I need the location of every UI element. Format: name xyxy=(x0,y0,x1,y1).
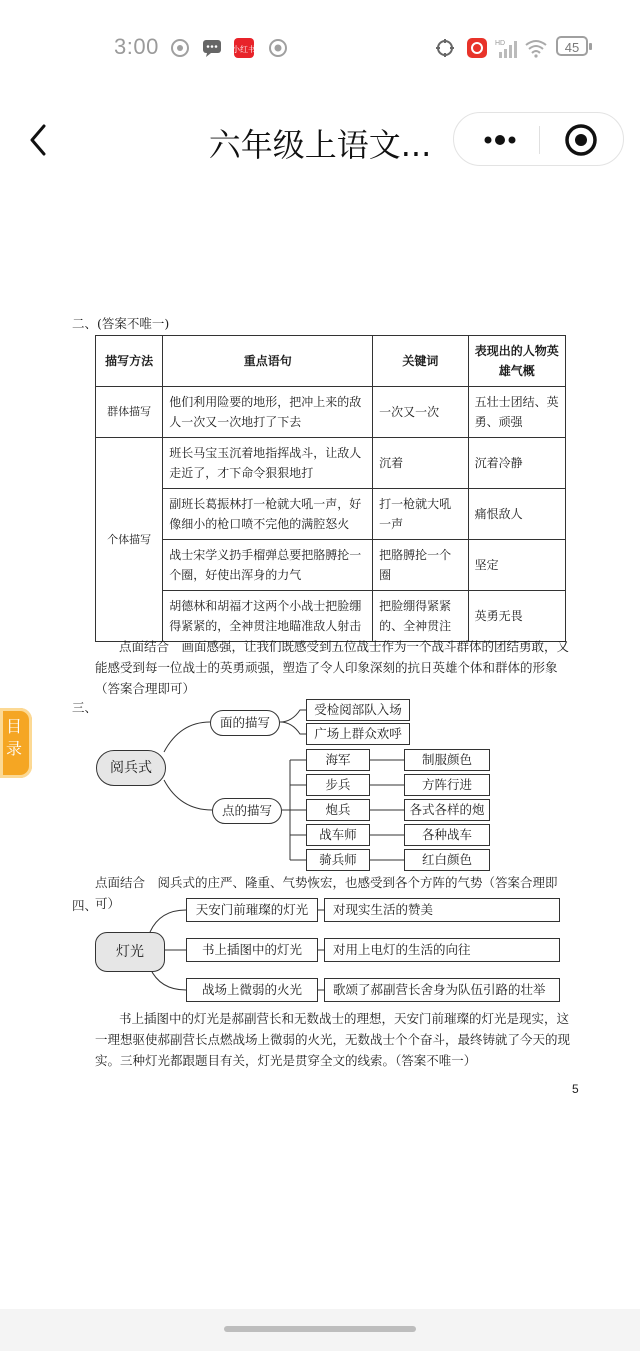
table-cell: 坚定 xyxy=(468,540,565,591)
mindmap-root: 阅兵式 xyxy=(96,750,166,786)
light-item: 天安门前璀璨的灯光 xyxy=(186,898,318,922)
face-item: 受检阅部队入场 xyxy=(306,699,410,721)
app-badge-icon xyxy=(234,38,254,58)
mindmap-branch-face: 面的描写 xyxy=(210,710,280,736)
point-unit: 炮兵 xyxy=(306,799,370,821)
target-icon xyxy=(268,38,288,58)
location-icon xyxy=(435,38,455,58)
face-item: 广场上群众欢呼 xyxy=(306,723,410,745)
table-cell: 一次又一次 xyxy=(373,387,468,438)
battery-indicator: 45 xyxy=(556,36,588,56)
point-desc: 红白颜色 xyxy=(404,849,490,871)
table-cell: 把脸绷得紧紧的、全神贯注 xyxy=(373,591,468,642)
point-unit: 海军 xyxy=(306,749,370,771)
close-target-icon[interactable] xyxy=(550,113,612,167)
navigation-bar xyxy=(0,100,640,182)
table-cell: 班长马宝玉沉着地指挥战斗，让敌人走近了，才下命令狠狠地打 xyxy=(163,438,373,489)
table-cell: 他们利用险要的地形，把冲上来的敌人一次又一次地打了下去 xyxy=(163,387,373,438)
point-desc: 各式各样的炮 xyxy=(404,799,490,821)
table-cell: 五壮士团结、英勇、顽强 xyxy=(468,387,565,438)
recording-icon xyxy=(467,38,487,58)
section-2-paragraph: 点面结合 画面感强，让我们既感受到五位战士作为一个战斗群体的团结勇敢，又能感受到每一位战士的英勇顽强，塑造了令人印象深刻的抗日英雄个体和群体的形象（答案合理即可） xyxy=(95,639,570,696)
status-bar xyxy=(0,0,640,90)
section-4-heading: 四、 xyxy=(72,898,98,913)
table-header: 表现出的人物英雄气概 xyxy=(468,336,565,387)
section-2-heading: 二、(答案不唯一) xyxy=(72,316,170,331)
light-meaning: 歌颂了郝副营长舍身为队伍引路的壮举 xyxy=(324,978,560,1002)
point-unit: 骑兵师 xyxy=(306,849,370,871)
svg-text:小红书: 小红书 xyxy=(232,45,256,54)
more-icon[interactable] xyxy=(468,113,532,167)
light-item: 书上插图中的灯光 xyxy=(186,938,318,962)
catalog-label: 目录 xyxy=(6,717,23,758)
table-cell: 沉着冷静 xyxy=(468,438,565,489)
point-unit: 步兵 xyxy=(306,774,370,796)
wifi-icon xyxy=(524,38,548,58)
svg-text:HD: HD xyxy=(495,40,506,47)
table-cell: 英勇无畏 xyxy=(468,591,565,642)
miniprogram-capsule xyxy=(453,112,624,166)
point-desc: 方阵行进 xyxy=(404,774,490,796)
chat-icon xyxy=(202,38,222,58)
page-title: 六年级上语文... xyxy=(208,126,432,164)
signal-icon xyxy=(495,38,519,58)
light-meaning: 对现实生活的赞美 xyxy=(324,898,560,922)
light-item: 战场上微弱的火光 xyxy=(186,978,318,1002)
table-cell: 群体描写 xyxy=(96,387,163,438)
table-cell: 战士宋学义扔手榴弹总要把胳膊抡一个圈，好使出浑身的力气 xyxy=(163,540,373,591)
mindmap-root: 灯光 xyxy=(95,932,165,972)
table-cell: 打一枪就大吼一声 xyxy=(373,489,468,540)
point-unit: 战车师 xyxy=(306,824,370,846)
section-3-paragraph: 点面结合 阅兵式的庄严、隆重、气势恢宏，也感受到各个方阵的气势（答案合理即可） xyxy=(95,875,558,911)
section-4-paragraph: 书上插图中的灯光是郝副营长和无数战士的理想，天安门前璀璨的灯光是现实，这一理想驱使郝副营长点燃战场上微弱的火光，无数战士个个奋斗，最终铸就了今天的现实。三种灯光都跟题目有关，灯光是贯穿全文的线索。（答案不唯一） xyxy=(95,1011,571,1068)
point-desc: 各种战车 xyxy=(404,824,490,846)
table-cell: 副班长葛振林打一枪就大吼一声，好像细小的枪口喷不完他的满腔怒火 xyxy=(163,489,373,540)
table-header: 关键词 xyxy=(373,336,468,387)
mindmap-branch-point: 点的描写 xyxy=(212,798,282,824)
home-indicator[interactable] xyxy=(224,1326,416,1332)
status-time: 3:00 xyxy=(114,34,159,59)
point-desc: 制服颜色 xyxy=(404,749,490,771)
table-cell: 胡德林和胡福才这两个小战士把脸绷得紧紧的，全神贯注地瞄准敌人射击 xyxy=(163,591,373,642)
capsule-divider xyxy=(539,126,540,154)
back-arrow-icon[interactable] xyxy=(24,120,56,160)
table-cell: 痛恨敌人 xyxy=(468,489,565,540)
table-cell: 个体描写 xyxy=(96,438,163,642)
sync-icon xyxy=(170,38,190,58)
light-meaning: 对用上电灯的生活的向往 xyxy=(324,938,560,962)
section-3-heading: 三、 xyxy=(72,700,98,715)
table-cell: 沉着 xyxy=(373,438,468,489)
table-header: 重点语句 xyxy=(163,336,373,387)
page-number: 5 xyxy=(572,1082,579,1096)
table-cell: 把胳膊抡一个圈 xyxy=(373,540,468,591)
table-header: 描写方法 xyxy=(96,336,163,387)
